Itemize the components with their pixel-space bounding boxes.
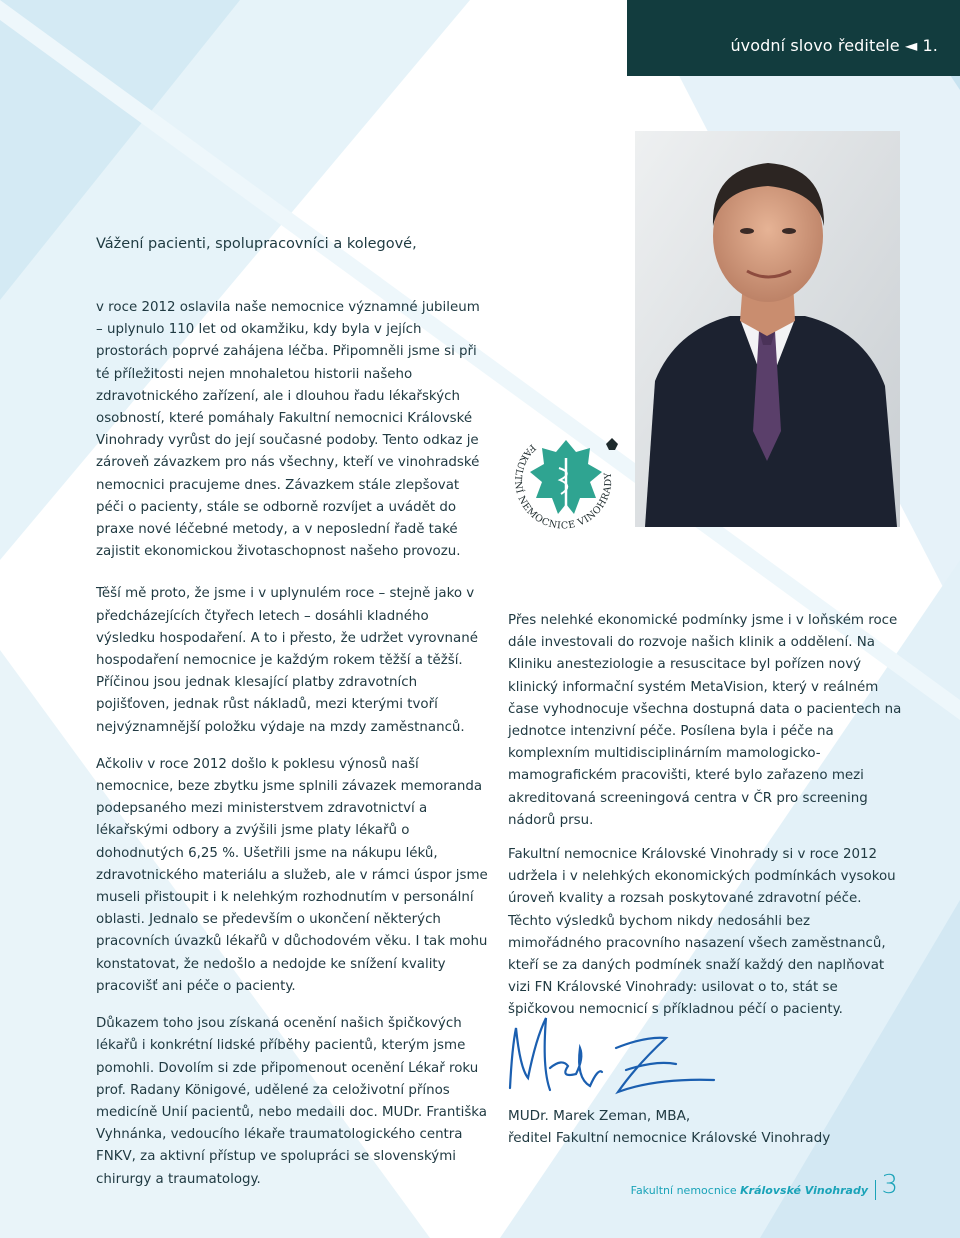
paragraph: Ačkoliv v roce 2012 došlo k poklesu výnosů naší nemocnice, beze zbytku jsme splnili závazek memoranda podepsaného mezi ministerstvem zdravotnictví a lékařskými odbory a zvýšili jsme platy lékařů o dohodnutých 6,25 %. Ušetřili jsme na nákupu léků, zdravotnického materiálu a služeb, ale v rámci úspor jsme museli přistoupit i k nelehkým rozhodnutím v personální oblasti. Jednalo se především o ukončení některých pracovních úvazků lékařů v důchodovém věku. I tak mohu konstatovat, že nedošlo a nedojde ke snížení kvality pracovišť ani péče o pacienty. [96,756,488,994]
page-number: 3 [881,1170,898,1200]
greeting: Vážení pacienti, spolupracovníci a kolegové, [96,236,417,252]
footer-divider [875,1180,876,1200]
hospital-logo [504,418,629,543]
paragraph: Důkazem toho jsou získaná ocenění našich špičkových lékařů i konkrétní lidské příběhy pacientů, kterým jsme pomohli. Dovolím si zde připomenout ocenění Lékař roku prof. Radany Königové, udělené za celoživotní přínos medicíně Unií pacientů, nebo medaili doc. MUDr. Františka Vyhnánka, vedoucího lékaře traumatologického centra FNKV, za aktivní přístup ve spolupráci se slovenskými chirurgy a traumatology. [96,1016,488,1187]
page-footer [630,1170,900,1204]
footer-hospital-name: Královské Vinohrady [740,1184,868,1197]
footer-hospital-prefix: Fakultní nemocnice [630,1184,737,1197]
footer-hospital [631,1184,868,1197]
logo-text: FAKULTNÍ NEMOCNICE VINOHRADY [511,441,615,532]
right-column [508,610,903,1034]
paragraph: v roce 2012 oslavila naše nemocnice významné jubileum – uplynulo 110 let od okamžiku, kdy byla v jejích prostorách poprvé zahájena léčba. Připomněli jsme si při té příležitosti nejen mnohaletou historii našeho zdravotnického zařízení, ale i dlouhou řadu lékařských osobností, které pomáhaly Fakultní nemocnici Královské Vinohrady vyrůst do její současné podoby. Tento odkaz je zároveň závazkem pro nás všechny, kteří ve vinohradské nemocnici pracujeme dnes. Závazkem stále zlepšovat péči o pacienty, stále se odborně rozvíjet a uvádět do praxe nové léčebné metody, a v neposlední řadě také zajistit ekonomickou životaschopnost našeho provozu. [96,300,480,560]
left-column [96,297,488,1206]
signoff [508,1106,830,1149]
section-label: úvodní slovo ředitele ◄ 1. [730,36,938,55]
paragraph: Přes nelehké ekonomické podmínky jsme i v loňském roce dále investovali do rozvoje našich klinik a oddělení. Na Kliniku anesteziologie a resuscitace byl pořízen nový klinický informační systém MetaVision, který v reálném čase vyhodnocuje všechna dostupná data o pacientech na jednotce intenzivní péče. Posílena byla i péče na komplexním multidisciplinárním mamologicko-mamografickém pracovišti, které bylo zařazeno mezi akreditovaná screeningová centra v ČR pro screening nádorů prsu. [508,613,902,828]
signer-name: MUDr. Marek Zeman, MBA, [508,1108,691,1124]
header-bar [627,0,960,76]
director-portrait [635,131,900,527]
paragraph: Těší mě proto, že jsme i v uplynulém roce – stejně jako v předcházejících čtyřech letech – dosáhli kladného výsledku hospodaření. A to i přesto, že udržet vyrovnané hospodaření nemocnice je každým rokem těžší a těžší. Příčinou jsou jednak klesající platby zdravotních pojišťoven, jednak růst nákladů, mezi kterými tvoří nejvýznamnější položku výdaje na mzdy zaměstnanců. [96,586,478,735]
paragraph: Fakultní nemocnice Královské Vinohrady si v roce 2012 udržela i v nelehkých ekonomických podmínkách vysokou úroveň kvality a rozsah poskytované zdravotní péče. Těchto výsledků bychom nikdy nedosáhli bez mimořádného pracovního nasazení všech zaměstnanců, kteří se za daných podmínek snaží každý den naplňovat vizi FN Královské Vinohrady: usilovat o to, stát se špičkovou nemocnicí s příkladnou péčí o pacienty. [508,847,896,1018]
director-signature [506,1008,721,1103]
signer-title: ředitel Fakultní nemocnice Královské Vinohrady [508,1129,831,1146]
